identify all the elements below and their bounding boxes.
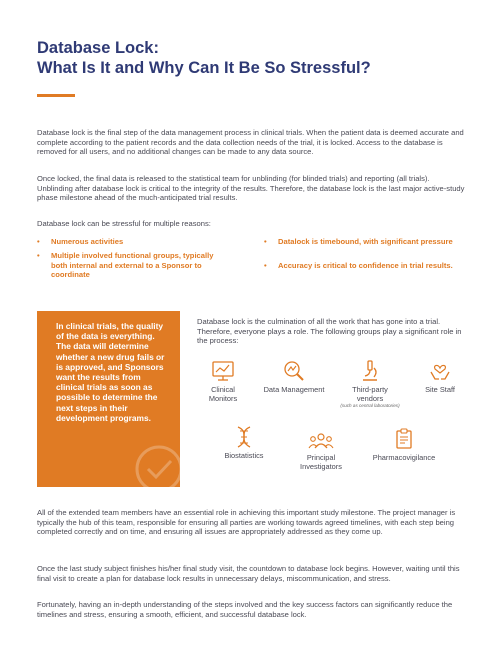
title-line-1: Database Lock: — [37, 39, 159, 57]
unblinding-paragraph: Once locked, the final data is released to the statistical team for unblinding (for blinded trials) and reporting (all trials). Unblinding after database lock is critical to the integrity of the results. Therefore, the database lock is the last major active-study phase milestone ahead of the much-anticipated trial results. — [37, 174, 465, 203]
bullet-item: • Multiple involved functional groups, typically both internal and external to a Sponsor to coordinate — [37, 251, 226, 280]
intro-paragraph: Database lock is the final step of the data management process in clinical trials. When the patient data is deemed accurate and complete according to the patient records and the data collection needs of the trial, it is locked. Access to the database is removed for all users, and no additional changes can be made to any data source. — [37, 128, 464, 157]
role-third-party-vendors — [338, 360, 402, 409]
role-label: Site Staff — [425, 385, 455, 394]
team-icon — [308, 432, 334, 450]
check-badge-icon — [129, 439, 180, 487]
microscope-icon — [358, 360, 382, 382]
title-line-2: What Is It and Why Can It Be So Stressful? — [37, 59, 371, 77]
title-underline — [37, 94, 75, 97]
role-label: Pharmacovigilance — [372, 453, 436, 462]
team-paragraph: All of the extended team members have an essential role in achieving this important study milestone. The project manager is typically the hub of this team, responsible for ensuring all parties are working towards agreed timelines, with each step being completed correctly and on time, and ensuring all issues are appropriately addressed as they come up. — [37, 508, 456, 537]
role-pharmacovigilance — [364, 428, 444, 462]
conclusion-paragraph: Fortunately, having an in-depth understanding of the steps involved and the key success factors can significantly reduce the timelines and stress, ensuring a smooth, efficient, and successful database lock. — [37, 600, 453, 619]
role-label: Biostatistics — [224, 451, 264, 460]
role-label: Clinical Monitors — [208, 385, 238, 403]
callout-text: In clinical trials, the quality of the data is everything. The data will determine whether a new drug fails or is approved, and Sponsors want the results from clinical trials as soon as possible to determine the next steps in their development programs. — [56, 321, 165, 423]
countdown-paragraph: Once the last study subject finishes his/her final study visit, the countdown to database lock begins. However, waiting until this final visit to create a plan for database lock results in unnecessary delays, miscommunication, and stress. — [37, 564, 460, 583]
role-data-management — [263, 360, 325, 394]
role-principal-investigators — [290, 432, 352, 471]
role-label: Data Management — [263, 385, 325, 394]
page-title — [37, 38, 457, 78]
magnifier-chart-icon — [282, 360, 306, 382]
bullet-item: • Numerous activities — [37, 237, 241, 247]
role-label: Third-party vendors — [352, 385, 388, 403]
dna-icon — [232, 426, 256, 448]
role-biostatistics — [217, 426, 271, 460]
roles-intro: Database lock is the culmination of all the work that has gone into a trial. Therefore, everyone plays a role. The following groups play a significant role in the process: — [197, 317, 462, 346]
monitor-chart-icon — [211, 360, 235, 382]
callout-box — [37, 311, 180, 487]
role-clinical-monitors — [198, 360, 248, 403]
role-site-staff — [420, 360, 460, 394]
bullet-item: • Accuracy is critical to confidence in trial results. — [264, 261, 468, 271]
role-note: (such as central laboratories) — [340, 403, 400, 408]
role-label: Principal Investigators — [300, 453, 342, 471]
clipboard-icon — [392, 428, 416, 450]
hands-heart-icon — [428, 360, 452, 382]
bullet-item: • Datalock is timebound, with significant pressure — [264, 237, 468, 247]
stress-lead-paragraph: Database lock can be stressful for multiple reasons: — [37, 219, 211, 228]
